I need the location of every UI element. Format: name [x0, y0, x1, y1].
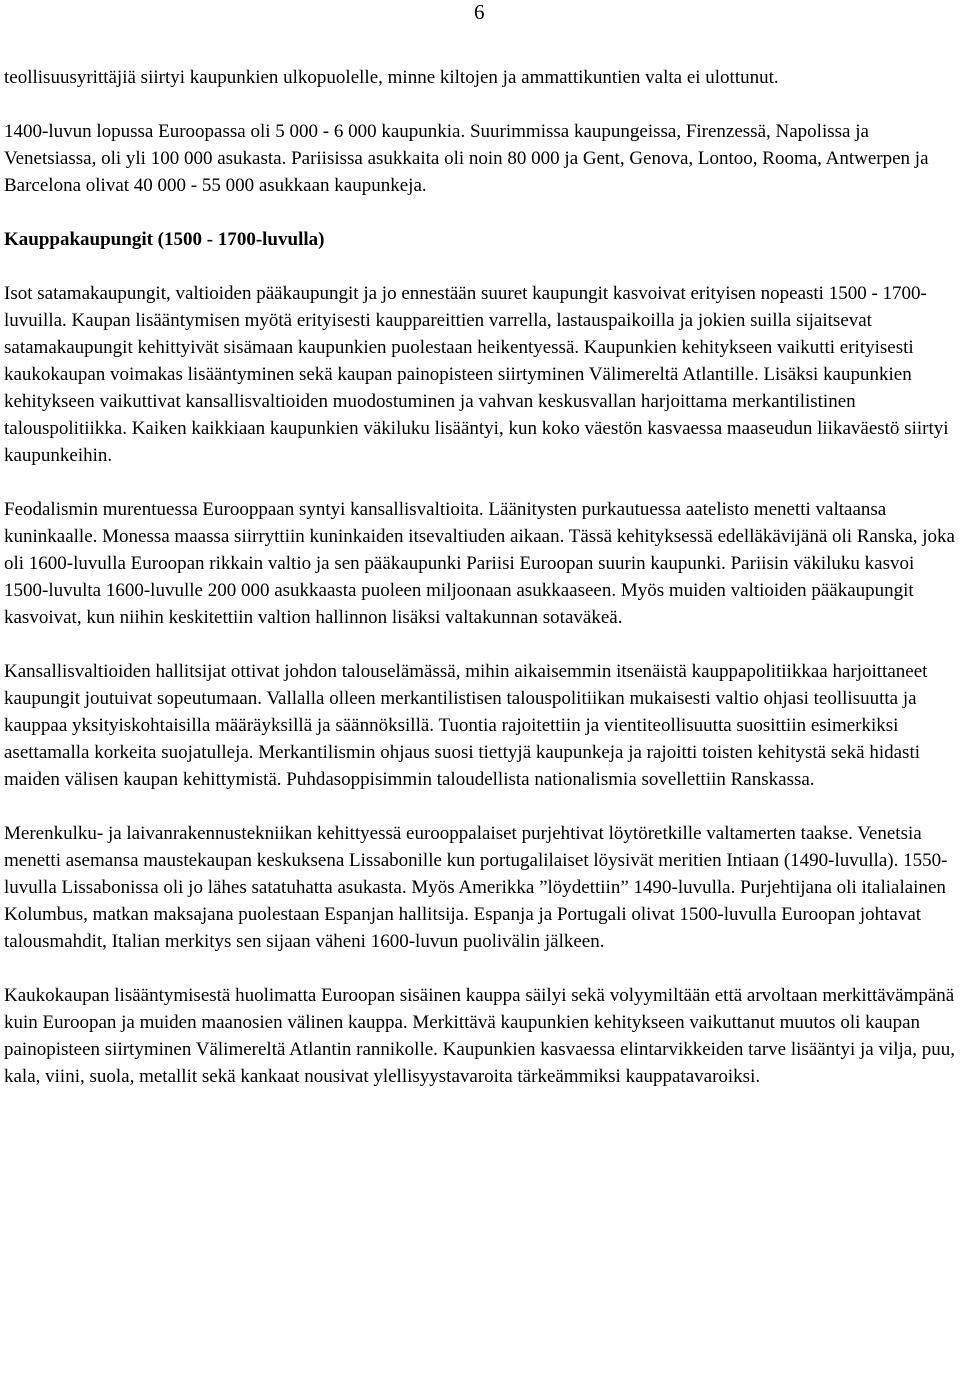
paragraph-section-3: Kansallisvaltioiden hallitsijat ottivat johdon talouselämässä, mihin aikaisemmin itsenäistä kauppapolitiikkaa harjoittaneet kaupungit joutuivat sopeutumaan. Vallalla olleen merkantilistisen talouspolitiikan mukaisesti valtio ohjasi teollisuutta ja kauppaa yksityiskohtaisilla määräyksillä ja säännöksillä. Tuontia rajoitettiin ja vientiteollisuutta suosittiin esimerkiksi asettamalla korkeita suojatulleja. Merkantilismin ohjaus suosi tiettyjä kaupunkeja ja rajoitti toisten kehitystä sekä hidasti maiden välisen kaupan kehittymistä. Puhdasoppisimmin taloudellista nationalismia sovellettiin Ranskassa.	[4, 661, 928, 790]
page-number: 6	[474, 0, 485, 24]
paragraph-section-2: Feodalismin murentuessa Eurooppaan syntyi kansallisvaltioita. Läänitysten purkautuessa aatelisto menetti valtaansa kuninkaalle. Monessa maassa siirryttiin kuninkaiden itsevaltiuden aikaan. Tässä kehityksessä edelläkävijänä oli Ranska, joka oli 1600-luvulla Euroopan rikkain valtio ja sen pääkaupunki Pariisi Euroopan suurin kaupunki. Pariisin väkiluku kasvoi 1500-luvulta 1600-luvulle 200 000 asukkaasta puoleen miljoonaan asukkaaseen. Myös muiden valtioiden pääkaupungit kasvoivat, kun niihin keskitettiin valtion hallinnon lisäksi valtakunnan sotaväkeä.	[4, 499, 955, 628]
paragraph-section-5: Kaukokaupan lisääntymisestä huolimatta Euroopan sisäinen kauppa säilyi sekä volyymiltään että arvoltaan merkittävämpänä kuin Euroopan ja muiden maanosien välinen kauppa. Merkittävä kaupunkien kehitykseen vaikuttanut muutos oli kaupan painopisteen siirtyminen Välimereltä Atlantin rannikolle. Kaupunkien kasvaessa elintarvikkeiden tarve lisääntyi ja vilja, puu, kala, viini, suola, metallit sekä kankaat nousivat ylellisyystavaroita tärkeämmiksi kauppatavaroiksi.	[4, 985, 955, 1087]
section-heading: Kauppakaupungit (1500 - 1700-luvulla)	[4, 229, 325, 250]
paragraph-intro-1: teollisuusyrittäjiä siirtyi kaupunkien ulkopuolelle, minne kiltojen ja ammattikuntien valta ei ulottunut.	[4, 67, 779, 88]
paragraph-section-4: Merenkulku- ja laivanrakennustekniikan kehittyessä eurooppalaiset purjehtivat löytöretkille valtamerten taakse. Venetsia menetti asemansa maustekaupan keskuksena Lissabonille kun portugalilaiset löysivät meritien Intiaan (1490-luvulla). 1550-luvulla Lissabonissa oli jo lähes satatuhatta asukasta. Myös Amerikka ”löydettiin” 1490-luvulla. Purjehtijana oli italialainen Kolumbus, matkan maksajana puolestaan Espanjan hallitsija. Espanja ja Portugali olivat 1500-luvulla Euroopan johtavat talousmahdit, Italian merkitys sen sijaan väheni 1600-luvun puolivälin jälkeen.	[4, 823, 948, 952]
paragraph-section-1: Isot satamakaupungit, valtioiden pääkaupungit ja jo ennestään suuret kaupungit kasvoivat erityisen nopeasti 1500 - 1700-luvuilla. Kaupan lisääntymisen myötä erityisesti kauppareittien varrella, lastauspaikoilla ja jokien suilla sijaitsevat satamakaupungit kehittyivät sisämaan kaupunkien puolestaan heikentyessä. Kaupunkien kehitykseen vaikutti erityisesti kaukokaupan voimakas lisääntyminen sekä kaupan painopisteen siirtyminen Välimereltä Atlantille. Lisäksi kaupunkien kehitykseen vaikuttivat kansallisvaltioiden muodostuminen ja vahvan keskusvallan harjoittama merkantilistinen talouspolitiikka. Kaiken kaikkiaan kaupunkien väkiluku lisääntyi, kun koko väestön kasvaessa maaseudun liikaväestö siirtyi kaupunkeihin.	[4, 283, 949, 466]
paragraph-intro-2: 1400-luvun lopussa Euroopassa oli 5 000 - 6 000 kaupunkia. Suurimmissa kaupungeissa, Firenzessä, Napolissa ja Venetsiassa, oli yli 100 000 asukasta. Pariisissa asukkaita oli noin 80 000 ja Gent, Genova, Lontoo, Rooma, Antwerpen ja Barcelona olivat 40 000 - 55 000 asukkaan kaupunkeja.	[4, 121, 929, 196]
document-body	[4, 64, 955, 1117]
